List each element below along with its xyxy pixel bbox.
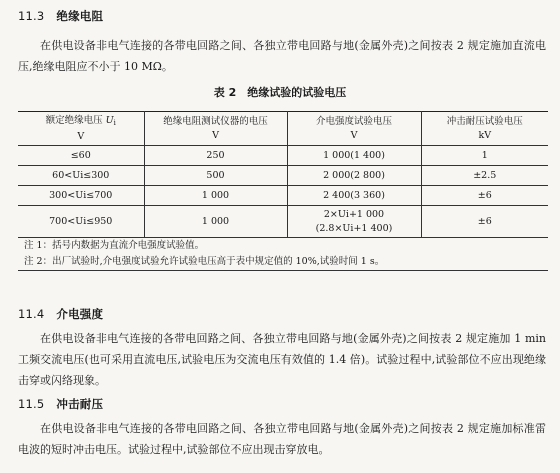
table-notes-row <box>18 238 548 271</box>
section-11-4-paragraph: 在供电设备非电气连接的各带电回路之间、各独立带电回路与地(金属外壳)之间按表 2 规定施加 1 min 工频交流电压(也可采用直流电压,试验电压为交流电压有效值的 1.4 倍)。试验过程中,试验部位不应出现绝缘击穿或闪络现象。 <box>18 332 546 387</box>
test-voltage-table <box>18 111 548 271</box>
table-cell: 700<Ui≤950 <box>18 206 144 238</box>
section-title: 绝缘电阻 <box>56 9 104 23</box>
table-row <box>18 166 548 186</box>
header-resistance-tester-voltage: 绝缘电阻测试仪器的电压 V <box>144 112 287 146</box>
section-number: 11.5 <box>18 397 45 411</box>
table-row <box>18 206 548 238</box>
table-row <box>18 146 548 166</box>
section-number: 11.3 <box>18 9 45 23</box>
section-number: 11.4 <box>18 307 45 321</box>
section-title: 介电强度 <box>56 307 104 321</box>
table-cell: ±6 <box>421 206 548 238</box>
header-impulse-voltage: 冲击耐压试验电压 kV <box>421 112 548 146</box>
table-cell: 1 000 <box>144 186 287 206</box>
header-rated-voltage: 额定绝缘电压 $U_i$ V <box>18 112 144 146</box>
table-header-row <box>18 112 548 146</box>
table-note-2: 注 2：出厂试验时,介电强度试验允许试验电压高于表中规定值的 10%,试验时间 1 s。 <box>24 256 385 267</box>
table-cell: 1 <box>421 146 548 166</box>
section-11-3-paragraph: 在供电设备非电气连接的各带电回路之间、各独立带电回路与地(金属外壳)之间按表 2 规定施加直流电压,绝缘电阻应不小于 10 MΩ。 <box>18 39 546 73</box>
table-cell: 250 <box>144 146 287 166</box>
table-cell: 2 000(2 800) <box>287 166 421 186</box>
section-title: 冲击耐压 <box>56 397 104 411</box>
section-11-4-heading <box>18 306 103 322</box>
table-cell: ≤60 <box>18 146 144 166</box>
section-11-5-heading <box>18 396 103 412</box>
section-11-3-heading <box>18 8 103 24</box>
table-cell: 60<Ui≤300 <box>18 166 144 186</box>
table-note-1: 注 1：括号内数据为直流介电强度试验值。 <box>24 240 205 251</box>
table-row <box>18 186 548 206</box>
header-dielectric-voltage: 介电强度试验电压 V <box>287 112 421 146</box>
table-cell: 500 <box>144 166 287 186</box>
section-11-5-paragraph: 在供电设备非电气连接的各带电回路之间、各独立带电回路与地(金属外壳)之间按表 2 规定施加标准雷电波的短时冲击电压。试验过程中,试验部位不应出现击穿放电。 <box>18 422 546 456</box>
table-cell: ±2.5 <box>421 166 548 186</box>
table-cell: 300<Ui≤700 <box>18 186 144 206</box>
table-cell: 2 400(3 360) <box>287 186 421 206</box>
table-cell: 1 000(1 400) <box>287 146 421 166</box>
table-cell: ±6 <box>421 186 548 206</box>
table-cell: 2×Ui+1 000 (2.8×Ui+1 400) <box>287 206 421 238</box>
table-caption: 表 2 绝缘试验的试验电压 <box>213 86 347 99</box>
table-cell: 1 000 <box>144 206 287 238</box>
